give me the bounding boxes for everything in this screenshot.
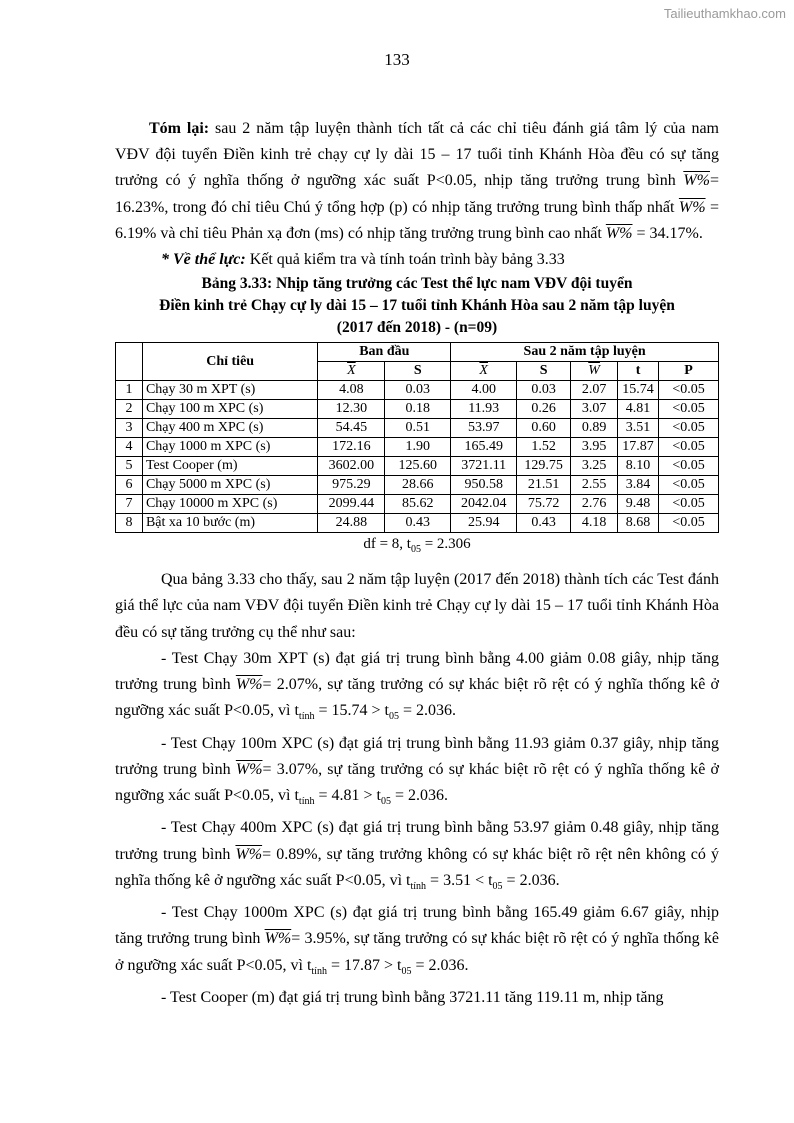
cell-name: Chạy 100 m XPC (s) [142, 400, 317, 419]
cell-t: 3.84 [618, 476, 659, 495]
w-symbol: W% [235, 676, 263, 694]
cell-n: 4 [116, 438, 143, 457]
cell-n: 7 [116, 495, 143, 514]
cell-p: <0.05 [659, 514, 719, 533]
cell-x2: 25.94 [451, 514, 517, 533]
cell-p: <0.05 [659, 457, 719, 476]
test-item-paragraph [115, 815, 719, 900]
item-text: = 17.87 > t [326, 956, 402, 974]
table-row [116, 495, 719, 514]
cell-n: 6 [116, 476, 143, 495]
t05-sub: 05 [401, 965, 412, 977]
summary-lead: Tóm lại: [149, 120, 210, 137]
t05-sub: 05 [492, 881, 503, 893]
cell-name: Test Cooper (m) [142, 457, 317, 476]
cell-name: Chạy 400 m XPC (s) [142, 419, 317, 438]
item-text: = 2.036. [390, 787, 449, 805]
page-number: 133 [384, 50, 410, 69]
cell-s1: 28.66 [385, 476, 451, 495]
item-text: = 2.036. [502, 871, 560, 889]
cell-w: 2.07 [571, 381, 618, 400]
cell-p: <0.05 [659, 476, 719, 495]
summary-paragraph [115, 116, 719, 247]
cell-x2: 950.58 [451, 476, 517, 495]
header-t: t [618, 362, 659, 381]
item-text: = 2.036. [411, 956, 469, 974]
cell-x2: 2042.04 [451, 495, 517, 514]
item-text: = 15.74 > t [314, 702, 389, 720]
cell-n: 1 [116, 381, 143, 400]
item-text: = 4.81 > t [314, 787, 381, 805]
physical-text: Kết quả kiểm tra và tính toán trình bày bảng 3.33 [245, 251, 565, 269]
item-list [115, 646, 719, 985]
t-tinh-sub: tính [311, 965, 327, 977]
t05-sub: 05 [388, 711, 399, 723]
cell-s2: 0.43 [517, 514, 571, 533]
w-symbol: W% [683, 172, 710, 190]
cell-x1: 172.16 [318, 438, 385, 457]
cell-x2: 11.93 [451, 400, 517, 419]
t-tinh-sub: tính [410, 881, 427, 893]
cell-name: Chạy 5000 m XPC (s) [142, 476, 317, 495]
cell-x1: 975.29 [318, 476, 385, 495]
summary-text: = 34.17%. [632, 224, 703, 242]
cell-s1: 1.90 [385, 438, 451, 457]
summary-text: sau 2 năm tập luyện thành tích tất cả các chỉ tiêu đánh giá tâm lý của nam VĐV đội tuyển Điền kinh trẻ chạy cự ly dài 15 – 17 tuổi tỉnh Khánh Hòa đều có sự tăng trưởng có ý nghĩa thống ở ngưỡng xác suất P<0.05, nhịp tăng trưởng trung bình [115, 120, 719, 190]
header-w: $\overline{W}$ [571, 362, 618, 381]
w-symbol: W% [605, 224, 633, 242]
cell-s1: 85.62 [385, 495, 451, 514]
cell-x1: 24.88 [318, 514, 385, 533]
cell-p: <0.05 [659, 495, 719, 514]
caption-line: (2017 đến 2018) - (n=09) [336, 319, 498, 337]
test-item-paragraph [115, 731, 719, 816]
cell-w: 3.25 [571, 457, 618, 476]
cell-s2: 129.75 [517, 457, 571, 476]
cell-s2: 0.03 [517, 381, 571, 400]
cell-x2: 53.97 [451, 419, 517, 438]
cell-p: <0.05 [659, 381, 719, 400]
cell-s2: 75.72 [517, 495, 571, 514]
summary-text: = 6.19% và chỉ tiêu Phản xạ đơn (ms) có nhịp tăng trưởng trung bình cao nhất [115, 198, 719, 242]
cell-name: Chạy 30 m XPT (s) [142, 381, 317, 400]
t-tinh-sub: tính [298, 711, 315, 723]
header-chitieu: Chỉ tiêu [142, 343, 317, 381]
cell-x1: 2099.44 [318, 495, 385, 514]
cell-name: Bật xa 10 bước (m) [142, 514, 317, 533]
item-text: - Test Chạy 1000m XPC (s) đạt giá trị trung bình bằng 165.49 giảm 6.67 giây, nhịp tăng trưởng trung bình [115, 904, 719, 948]
cell-s1: 0.43 [385, 514, 451, 533]
cell-t: 17.87 [618, 438, 659, 457]
table-row [116, 400, 719, 419]
physical-lead: * Về thể lực: [161, 251, 246, 269]
header-sau: Sau 2 năm tập luyện [451, 343, 719, 362]
cell-s1: 0.18 [385, 400, 451, 419]
cell-p: <0.05 [659, 400, 719, 419]
caption-line: Điền kinh trẻ Chạy cự ly dài 15 – 17 tuổi tỉnh Khánh Hòa sau 2 năm tập luyện [159, 297, 675, 315]
cell-w: 3.95 [571, 438, 618, 457]
cell-s2: 0.26 [517, 400, 571, 419]
cell-t: 9.48 [618, 495, 659, 514]
cell-x2: 165.49 [451, 438, 517, 457]
cell-x1: 4.08 [318, 381, 385, 400]
cell-t: 15.74 [618, 381, 659, 400]
cell-s1: 125.60 [385, 457, 451, 476]
watermark: Tailieuthamkhao.com [663, 6, 786, 21]
cell-t: 4.81 [618, 400, 659, 419]
item-text: = 2.07%, sự tăng trưởng có sự khác biệt rõ rệt có ý nghĩa thống kê ở ngưỡng xác suất P<0.05, vì t [115, 676, 719, 720]
item-text: = 2.036. [398, 702, 457, 720]
test-item-paragraph [115, 646, 719, 731]
item-text: = 3.95%, sự tăng trưởng có sự khác biệt rõ rệt có ý nghĩa thống kê ở ngưỡng xác suất P<0.05, vì t [115, 930, 720, 974]
t-tinh-sub: tính [298, 796, 315, 808]
cell-n: 2 [116, 400, 143, 419]
w-symbol: W% [264, 930, 292, 948]
table-row [116, 457, 719, 476]
table-caption [115, 273, 719, 339]
header-banđau: Ban đầu [318, 343, 451, 362]
cell-x1: 3602.00 [318, 457, 385, 476]
item-text: = 3.07%, sự tăng trưởng có sự khác biệt rõ rệt có ý nghĩa thống kê ở ngưỡng xác suất P<0.05, vì t [115, 760, 719, 805]
cell-x2: 4.00 [451, 381, 517, 400]
item-text: - Test Chạy 100m XPC (s) đạt giá trị trung bình bằng 11.93 giảm 0.37 giây, nhịp tăng trưởng trung bình [115, 734, 719, 778]
table-row [116, 438, 719, 457]
cell-x1: 54.45 [318, 419, 385, 438]
cell-w: 2.55 [571, 476, 618, 495]
cell-s2: 1.52 [517, 438, 571, 457]
test-item-paragraph [115, 900, 719, 985]
cell-w: 0.89 [571, 419, 618, 438]
last-paragraph: - Test Cooper (m) đạt giá trị trung bình bằng 3721.11 tăng 119.11 m, nhịp tăng [161, 989, 664, 1007]
caption-line: Bảng 3.33: Nhịp tăng trưởng các Test thể lực nam VĐV đội tuyển [201, 275, 633, 293]
table-row [116, 419, 719, 438]
w-symbol: W% [235, 845, 263, 863]
cell-t: 3.51 [618, 419, 659, 438]
table-row [116, 514, 719, 533]
cell-p: <0.05 [659, 419, 719, 438]
cell-x2: 3721.11 [451, 457, 517, 476]
t05-sub: 05 [380, 796, 391, 808]
header-s2: S [517, 362, 571, 381]
w-symbol: W% [235, 760, 263, 778]
header-x2: $\overline{X}$ [451, 362, 517, 381]
cell-s2: 21.51 [517, 476, 571, 495]
cell-n: 8 [116, 514, 143, 533]
df-note: df = 8, $t_{05} = 2.306$ [363, 536, 471, 556]
cell-n: 3 [116, 419, 143, 438]
table-row [116, 476, 719, 495]
cell-w: 3.07 [571, 400, 618, 419]
cell-s1: 0.51 [385, 419, 451, 438]
cell-s1: 0.03 [385, 381, 451, 400]
item-text: = 3.51 < t [426, 871, 493, 889]
table-row [116, 381, 719, 400]
cell-n: 5 [116, 457, 143, 476]
physical-paragraph [115, 247, 719, 273]
header-x1: $\overline{X}$ [318, 362, 385, 381]
intro-paragraph: Qua bảng 3.33 cho thấy, sau 2 năm tập luyện (2017 đến 2018) thành tích các Test đánh giá thể lực của nam VĐV đội tuyển Điền kinh trẻ Chạy cự ly dài 15 – 17 tuổi tỉnh Khánh Hòa đều có sự tăng trưởng cụ thể như sau: [115, 571, 719, 641]
header-p: P [659, 362, 719, 381]
cell-x1: 12.30 [318, 400, 385, 419]
summary-text: = 16.23%, trong đó chỉ tiêu Chú ý tổng hợp (p) có nhịp tăng trưởng trung bình thấp nhất [115, 172, 719, 216]
results-table [115, 342, 719, 533]
cell-p: <0.05 [659, 438, 719, 457]
cell-w: 4.18 [571, 514, 618, 533]
w-symbol: W% [678, 198, 706, 216]
cell-name: Chạy 10000 m XPC (s) [142, 495, 317, 514]
cell-t: 8.10 [618, 457, 659, 476]
header-s1: S [385, 362, 451, 381]
item-text: - Test Chạy 400m XPC (s) đạt giá trị trung bình bằng 53.97 giảm 0.48 giây, nhịp tăng trưởng trung bình [115, 819, 719, 863]
cell-t: 8.68 [618, 514, 659, 533]
cell-w: 2.76 [571, 495, 618, 514]
item-text: - Test Chạy 30m XPT (s) đạt giá trị trung bình bằng 4.00 giảm 0.08 giây, nhịp tăng trưởng trung bình [115, 649, 719, 694]
item-text: = 0.89%, sự tăng trưởng không có sự khác biệt rõ rệt nên không có ý nghĩa thống kê ở ngưỡng xác suất P<0.05, vì t [115, 845, 720, 889]
header-index [116, 343, 143, 381]
cell-s2: 0.60 [517, 419, 571, 438]
cell-name: Chạy 1000 m XPC (s) [142, 438, 317, 457]
page-content [115, 116, 719, 1011]
